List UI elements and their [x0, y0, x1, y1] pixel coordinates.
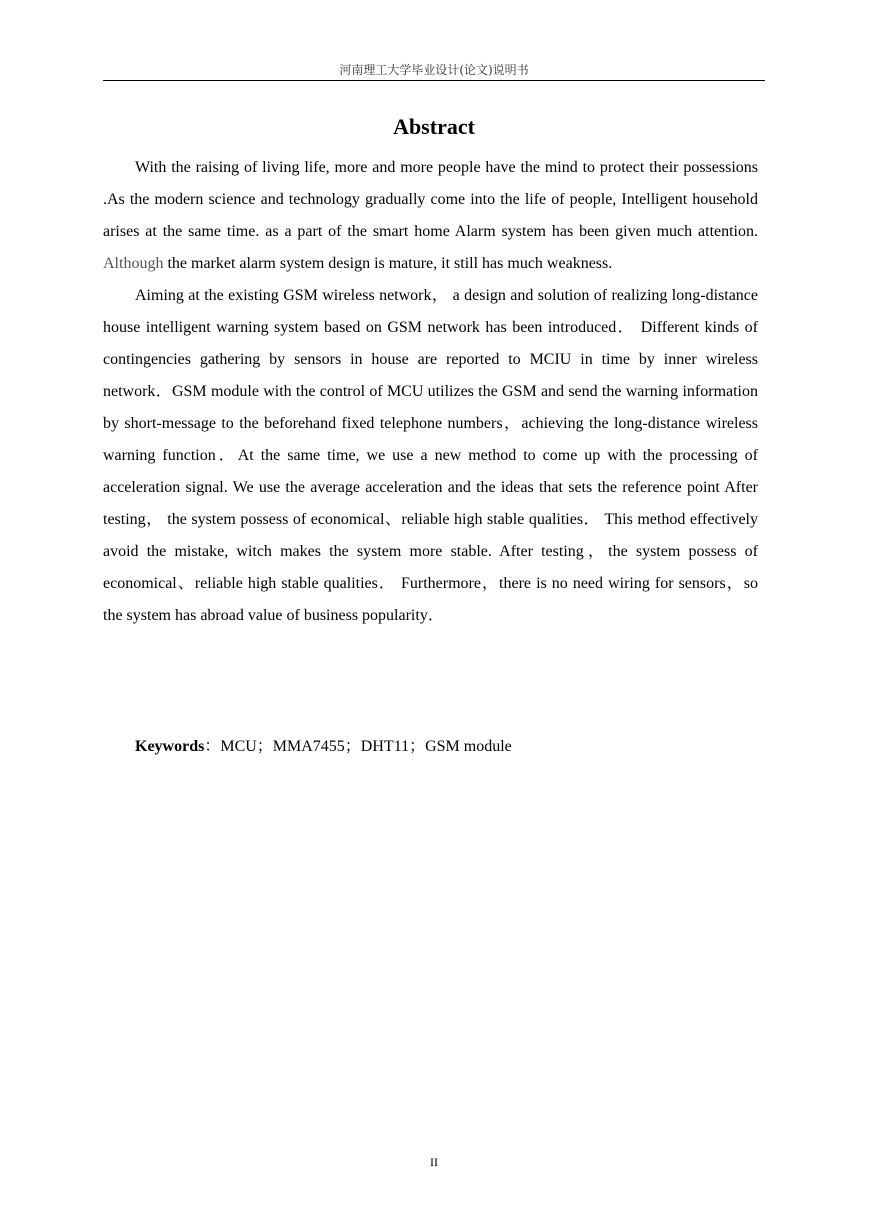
- abstract-body: [103, 152, 758, 632]
- page-number: II: [430, 1155, 438, 1169]
- paragraph-1-text-a: With the raising of living life, more and more people have the mind to protect their possessions .As the modern science and technology gradually come into the life of people, Intelligent household arises at the same time. as a part of the smart home Alarm system has been given much attention.: [103, 159, 758, 240]
- keywords-list: MCU；MMA7455；DHT11；GSM module: [220, 738, 512, 755]
- abstract-paragraph-1: [103, 152, 758, 280]
- highlighted-word: Although: [103, 255, 164, 272]
- keywords-separator: ：: [204, 738, 221, 755]
- running-header: 河南理工大学毕业设计(论文)说明书: [339, 63, 529, 77]
- keywords-label: Keywords: [135, 738, 205, 755]
- paragraph-1-text-b: the market alarm system design is mature, it still has much weakness.: [163, 255, 613, 272]
- abstract-paragraph-2: Aiming at the existing GSM wireless network， a design and solution of realizing long-distance house intelligent warning system based on GSM network has been introduced． Different kinds of contingencies gathering by sensors in house are reported to MCIU in time by inner wireless network．GSM module with the control of MCU utilizes the GSM and send the warning information by short-message to the beforehand fixed telephone numbers，achieving the long-distance wireless warning function．At the same time, we use a new method to come up with the processing of acceleration signal. We use the average acceleration and the ideas that sets the reference point After testing， the system possess of economical、reliable high stable qualities． This method effectively avoid the mistake, witch makes the system more stable. After testing，the system possess of economical、reliable high stable qualities． Furthermore，there is no need wiring for sensors，so the system has abroad value of business popularity．: [103, 287, 758, 624]
- keywords-line: [135, 731, 512, 763]
- abstract-title: Abstract: [393, 114, 475, 139]
- header-rule: [103, 80, 765, 81]
